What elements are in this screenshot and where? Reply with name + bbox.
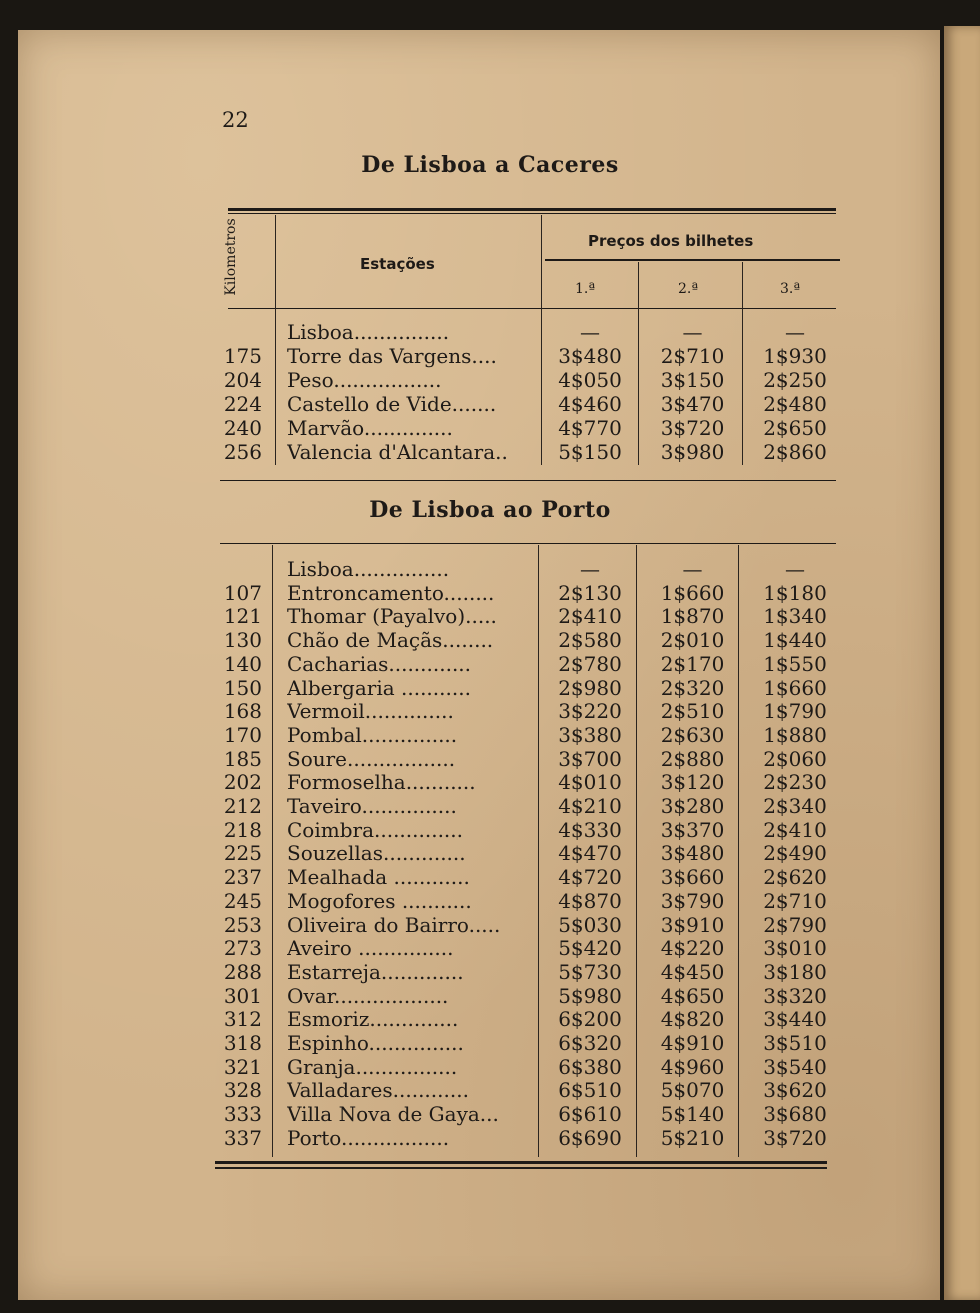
class2-column-divider bbox=[742, 262, 743, 465]
price-1st-cell: 4$870 bbox=[558, 888, 622, 913]
station-cell: Chão de Maçãs........ bbox=[287, 628, 494, 653]
price-2nd-cell: 2$630 bbox=[660, 722, 725, 747]
station-cell: Porto................. bbox=[287, 1125, 450, 1150]
price-2nd-cell: 3$470 bbox=[660, 392, 725, 416]
price-2nd-cell: 4$910 bbox=[660, 1031, 725, 1055]
km-cell: 202 bbox=[223, 770, 262, 795]
price-1st-cell: 6$690 bbox=[558, 1125, 622, 1150]
km-cell: 301 bbox=[223, 983, 262, 1008]
price-2nd-cell: 3$660 bbox=[660, 865, 725, 890]
price-2nd-cell: 2$880 bbox=[660, 746, 725, 771]
price-3rd-cell: 3$010 bbox=[763, 936, 827, 961]
price-3rd-cell: — bbox=[785, 320, 805, 344]
price-3rd-cell: 2$860 bbox=[763, 440, 827, 464]
price-1st-cell: 2$780 bbox=[558, 651, 622, 676]
price-1st-cell: 5$150 bbox=[558, 440, 622, 464]
price-1st-cell: 5$420 bbox=[558, 936, 622, 961]
station-cell: Soure................. bbox=[287, 746, 456, 771]
price-3rd-cell: 1$880 bbox=[763, 722, 827, 747]
price-2nd-cell: 3$480 bbox=[660, 841, 725, 866]
price-1st-cell: 3$220 bbox=[558, 699, 622, 724]
class-3-header: 3.ª bbox=[780, 281, 801, 297]
price-3rd-cell: 3$540 bbox=[763, 1054, 827, 1079]
porto-bottom-rule-thick bbox=[215, 1161, 827, 1164]
km-column-divider bbox=[275, 215, 276, 465]
station-cell: Estarreja............. bbox=[287, 959, 464, 984]
km-cell: 218 bbox=[223, 817, 262, 842]
station-cell: Mealhada ............ bbox=[287, 865, 470, 890]
price-3rd-cell: 1$440 bbox=[763, 628, 827, 653]
porto-class1-divider bbox=[636, 545, 637, 1157]
station-cell: Castello de Vide....... bbox=[287, 392, 497, 416]
price-2nd-cell: 3$120 bbox=[660, 770, 725, 795]
price-1st-cell: 2$580 bbox=[558, 628, 622, 653]
price-2nd-cell: 2$170 bbox=[660, 651, 725, 676]
km-cell: 256 bbox=[223, 440, 262, 464]
price-2nd-cell: 3$150 bbox=[660, 368, 725, 392]
price-1st-cell: 5$030 bbox=[558, 912, 622, 937]
price-2nd-cell: 4$650 bbox=[660, 983, 725, 1008]
km-cell: 318 bbox=[223, 1031, 262, 1055]
station-cell: Souzellas............. bbox=[287, 841, 466, 866]
price-3rd-cell: 2$790 bbox=[763, 912, 827, 937]
price-3rd-cell: 1$340 bbox=[763, 604, 827, 629]
station-cell: Vermoil.............. bbox=[287, 699, 454, 724]
table-top-rule-thick bbox=[228, 208, 836, 211]
price-3rd-cell: 3$320 bbox=[763, 983, 827, 1008]
price-3rd-cell: 2$060 bbox=[763, 746, 827, 771]
price-2nd-cell: 3$280 bbox=[660, 794, 725, 818]
km-cell: 240 bbox=[223, 416, 262, 440]
section-title-lisboa-caceres: De Lisboa a Caceres bbox=[361, 152, 619, 178]
porto-bottom-rule-thin bbox=[215, 1167, 827, 1169]
price-1st-cell: 3$700 bbox=[558, 746, 622, 771]
km-cell: 245 bbox=[223, 888, 262, 913]
header-bottom-rule bbox=[228, 308, 836, 309]
price-1st-cell: 3$380 bbox=[558, 722, 622, 747]
price-3rd-cell: 3$720 bbox=[763, 1125, 827, 1150]
price-3rd-cell: 2$620 bbox=[763, 865, 827, 890]
porto-km-divider bbox=[272, 545, 273, 1157]
station-cell: Lisboa............... bbox=[287, 320, 450, 344]
price-1st-cell: — bbox=[580, 320, 600, 344]
station-cell: Coimbra.............. bbox=[287, 817, 463, 842]
price-2nd-cell: — bbox=[682, 557, 703, 581]
km-cell: 212 bbox=[223, 794, 262, 818]
km-cell: 237 bbox=[223, 865, 262, 890]
price-2nd-cell: 3$370 bbox=[660, 817, 725, 842]
page-number: 22 bbox=[222, 108, 249, 132]
station-cell: Mogofores ........... bbox=[287, 888, 472, 913]
price-1st-cell: 6$510 bbox=[558, 1078, 622, 1103]
price-2nd-cell: 4$960 bbox=[660, 1054, 725, 1079]
price-2nd-cell: 4$450 bbox=[660, 959, 725, 984]
price-2nd-cell: 5$070 bbox=[660, 1078, 725, 1103]
price-1st-cell: 3$480 bbox=[558, 344, 622, 368]
km-cell: 312 bbox=[223, 1007, 262, 1032]
price-1st-cell: 4$050 bbox=[558, 368, 622, 392]
station-cell: Villa Nova de Gaya... bbox=[287, 1102, 499, 1127]
price-1st-cell: — bbox=[580, 557, 600, 581]
km-cell: 168 bbox=[223, 699, 262, 724]
station-cell: Oliveira do Bairro..... bbox=[287, 912, 501, 937]
station-cell: Aveiro ............... bbox=[287, 936, 454, 961]
price-1st-cell: 6$610 bbox=[558, 1102, 622, 1127]
price-3rd-cell: — bbox=[785, 557, 805, 581]
price-3rd-cell: 2$490 bbox=[763, 841, 827, 866]
price-2nd-cell: 2$510 bbox=[660, 699, 725, 724]
price-3rd-cell: 1$790 bbox=[763, 699, 827, 724]
price-1st-cell: 4$330 bbox=[558, 817, 622, 842]
price-2nd-cell: 5$210 bbox=[660, 1125, 725, 1150]
table-bottom-rule bbox=[220, 480, 836, 481]
km-cell: 130 bbox=[223, 628, 262, 653]
price-1st-cell: 4$460 bbox=[558, 392, 622, 416]
price-2nd-cell: 3$720 bbox=[660, 416, 725, 440]
price-1st-cell: 4$010 bbox=[558, 770, 622, 795]
station-cell: Thomar (Payalvo)..... bbox=[287, 604, 497, 629]
km-cell: 204 bbox=[223, 368, 262, 392]
porto-top-rule bbox=[220, 543, 836, 544]
price-3rd-cell: 2$410 bbox=[763, 817, 827, 842]
km-cell: 175 bbox=[223, 344, 262, 368]
price-3rd-cell: 3$680 bbox=[763, 1102, 827, 1127]
station-cell: Granja................ bbox=[287, 1054, 458, 1079]
km-cell: 140 bbox=[223, 651, 262, 676]
km-cell: 225 bbox=[223, 841, 262, 866]
price-1st-cell: 4$720 bbox=[558, 865, 622, 890]
km-cell: 328 bbox=[223, 1078, 262, 1103]
station-cell: Peso................. bbox=[287, 368, 442, 392]
section-title-lisboa-porto: De Lisboa ao Porto bbox=[369, 497, 611, 523]
prices-header-rule bbox=[545, 259, 840, 261]
price-3rd-cell: 2$230 bbox=[763, 770, 827, 795]
km-cell: 273 bbox=[223, 936, 262, 961]
km-cell: 107 bbox=[223, 580, 262, 605]
station-column-divider bbox=[541, 215, 542, 465]
price-2nd-cell: 3$980 bbox=[660, 440, 725, 464]
km-cell: 337 bbox=[223, 1125, 262, 1150]
price-3rd-cell: 2$480 bbox=[763, 392, 827, 416]
price-2nd-cell: — bbox=[682, 320, 703, 344]
station-cell: Lisboa............... bbox=[287, 557, 450, 581]
km-cell: 150 bbox=[223, 675, 262, 700]
price-1st-cell: 6$200 bbox=[558, 1007, 622, 1032]
price-1st-cell: 2$410 bbox=[558, 604, 622, 629]
estacoes-header: Estações bbox=[360, 255, 435, 273]
price-1st-cell: 2$980 bbox=[558, 675, 622, 700]
price-3rd-cell: 3$180 bbox=[763, 959, 827, 984]
class-2-header: 2.ª bbox=[678, 281, 699, 297]
price-1st-cell: 6$320 bbox=[558, 1031, 622, 1055]
price-3rd-cell: 1$930 bbox=[763, 344, 827, 368]
price-3rd-cell: 2$250 bbox=[763, 368, 827, 392]
station-cell: Torre das Vargens.... bbox=[287, 344, 497, 368]
km-cell: 333 bbox=[223, 1102, 262, 1127]
price-1st-cell: 4$470 bbox=[558, 841, 622, 866]
price-3rd-cell: 3$510 bbox=[763, 1031, 827, 1055]
price-1st-cell: 5$980 bbox=[558, 983, 622, 1008]
km-cell: 321 bbox=[223, 1054, 262, 1079]
station-cell: Formoselha........... bbox=[287, 770, 476, 795]
price-2nd-cell: 3$790 bbox=[660, 888, 725, 913]
km-cell: 253 bbox=[223, 912, 262, 937]
price-3rd-cell: 1$550 bbox=[763, 651, 827, 676]
class1-column-divider bbox=[638, 262, 639, 465]
station-cell: Albergaria ........... bbox=[287, 675, 471, 700]
station-cell: Esmoriz.............. bbox=[287, 1007, 459, 1032]
km-cell: 185 bbox=[223, 746, 262, 771]
station-cell: Espinho............... bbox=[287, 1031, 464, 1055]
km-cell: 121 bbox=[223, 604, 262, 629]
price-2nd-cell: 1$660 bbox=[660, 580, 725, 605]
station-cell: Taveiro............... bbox=[287, 794, 457, 818]
price-3rd-cell: 2$710 bbox=[763, 888, 827, 913]
price-1st-cell: 2$130 bbox=[558, 580, 622, 605]
price-3rd-cell: 1$660 bbox=[763, 675, 827, 700]
price-3rd-cell: 1$180 bbox=[763, 580, 827, 605]
price-2nd-cell: 2$320 bbox=[660, 675, 725, 700]
station-cell: Cacharias............. bbox=[287, 651, 472, 676]
price-2nd-cell: 1$870 bbox=[660, 604, 725, 629]
price-3rd-cell: 2$340 bbox=[763, 794, 827, 818]
kilometros-header: Kilometros bbox=[223, 218, 239, 296]
price-2nd-cell: 5$140 bbox=[660, 1102, 725, 1127]
station-cell: Valladares............ bbox=[287, 1078, 469, 1103]
price-3rd-cell: 3$620 bbox=[763, 1078, 827, 1103]
price-2nd-cell: 3$910 bbox=[660, 912, 725, 937]
price-2nd-cell: 2$010 bbox=[660, 628, 725, 653]
table-top-rule-thin bbox=[228, 213, 836, 214]
facing-page-edge bbox=[944, 26, 980, 1300]
station-cell: Pombal............... bbox=[287, 722, 458, 747]
price-2nd-cell: 4$220 bbox=[660, 936, 725, 961]
station-cell: Valencia d'Alcantara.. bbox=[287, 440, 508, 464]
price-2nd-cell: 2$710 bbox=[660, 344, 725, 368]
station-cell: Ovar.................. bbox=[287, 983, 449, 1008]
price-2nd-cell: 4$820 bbox=[660, 1007, 725, 1032]
station-cell: Marvão.............. bbox=[287, 416, 453, 440]
price-1st-cell: 4$770 bbox=[558, 416, 622, 440]
price-3rd-cell: 2$650 bbox=[763, 416, 827, 440]
price-1st-cell: 4$210 bbox=[558, 794, 622, 818]
km-cell: 288 bbox=[223, 959, 262, 984]
km-cell: 224 bbox=[223, 392, 262, 416]
km-cell: 170 bbox=[223, 722, 262, 747]
price-1st-cell: 5$730 bbox=[558, 959, 622, 984]
precos-header: Preços dos bilhetes bbox=[588, 232, 754, 250]
class-1-header: 1.ª bbox=[575, 281, 596, 297]
price-3rd-cell: 3$440 bbox=[763, 1007, 827, 1032]
station-cell: Entroncamento........ bbox=[287, 580, 495, 605]
price-1st-cell: 6$380 bbox=[558, 1054, 622, 1079]
porto-station-divider bbox=[538, 545, 539, 1157]
